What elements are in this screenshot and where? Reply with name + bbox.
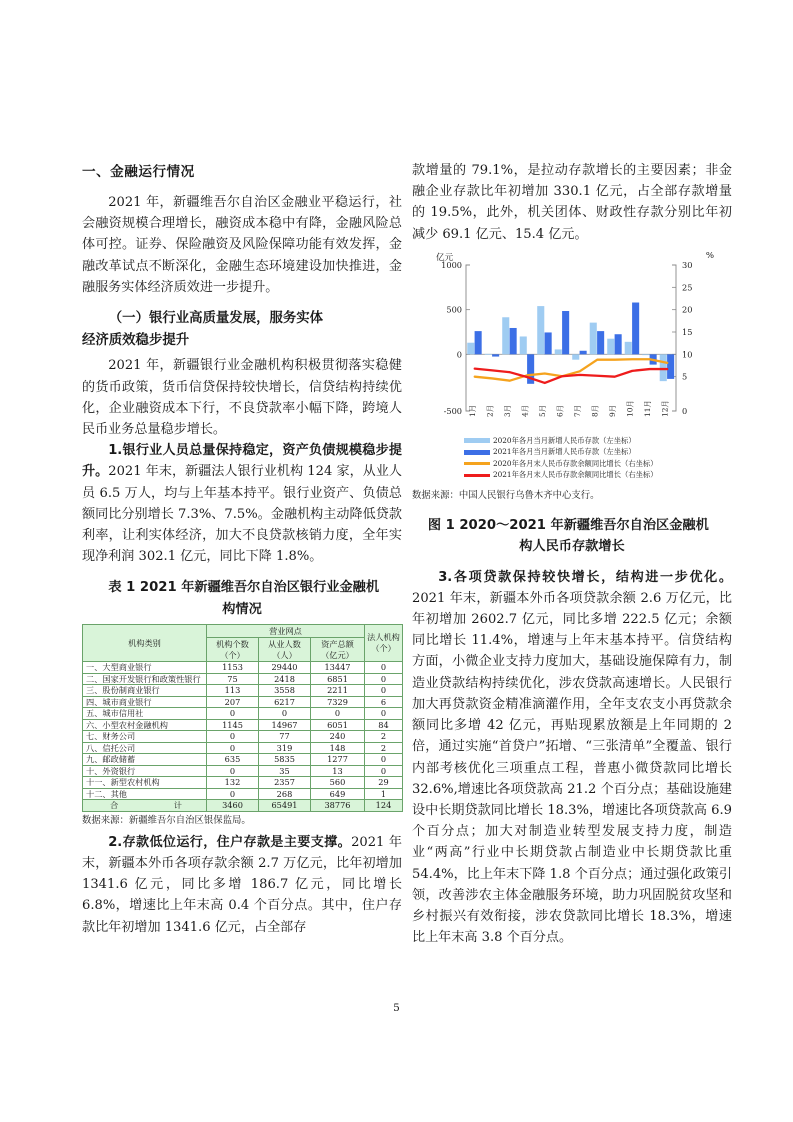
chart-y2-tick-label: 30 xyxy=(682,259,693,270)
legend-swatch xyxy=(464,438,490,443)
chart-bar xyxy=(492,354,499,356)
table-total-row xyxy=(83,800,403,812)
paragraph-item3 xyxy=(412,567,732,949)
cell-staff: 3558 xyxy=(259,685,311,697)
cell-assets: 7329 xyxy=(311,696,365,708)
item2-title: 2.存款低位运行，住户存款是主要支撑。 xyxy=(108,834,352,850)
legend-swatch xyxy=(464,462,490,465)
chart-canvas xyxy=(412,251,732,483)
chart-bar xyxy=(597,331,604,354)
cell-staff: 2418 xyxy=(259,673,311,685)
chart-y2-axis-unit: % xyxy=(705,250,714,261)
cell-count: 207 xyxy=(207,696,259,708)
cell-staff: 14967 xyxy=(259,719,311,731)
th-count xyxy=(207,638,259,662)
th-category: 机构类别 xyxy=(83,624,207,662)
figure-caption xyxy=(412,515,732,558)
th-assets-label: 资产总额 xyxy=(321,639,354,650)
cell-count: 1145 xyxy=(207,719,259,731)
cell-count: 635 xyxy=(207,754,259,766)
cell-legal: 2 xyxy=(365,742,403,754)
section-heading: 一、金融运行情况 xyxy=(82,164,195,180)
cell-count: 132 xyxy=(207,777,259,789)
legend-label: 2020年各月末人民币存款余额同比增长（右坐标） xyxy=(493,458,658,468)
cell-legal: 0 xyxy=(365,685,403,697)
item3-title: 3.各项贷款保持较快增长，结构进一步优化。 xyxy=(438,569,732,585)
table-row xyxy=(83,788,403,800)
cell-legal: 1 xyxy=(365,788,403,800)
th-count-label: 机构个数 xyxy=(216,639,249,650)
left-column xyxy=(82,160,402,938)
cell-count: 0 xyxy=(207,731,259,743)
legend-label: 2021年各月末人民币存款余额同比增长（右坐标） xyxy=(493,470,658,480)
table-row xyxy=(83,765,403,777)
subsection-heading-line2: 经济质效稳步提升 xyxy=(82,332,190,348)
paragraph-item2 xyxy=(82,832,402,938)
table-source: 数据来源：新疆维吾尔自治区银保监局。 xyxy=(82,814,251,826)
chart-bar xyxy=(467,343,474,355)
cell-legal: 0 xyxy=(365,673,403,685)
item3-body: 2021 年末，新疆本外币各项贷款余额 2.6 万亿元，比年初增加 2602.7 亿元，同比多增 222.5 亿元；余额同比增长 11.4%，增速与上年末基本持平。信贷结构方面，小微企业支持力度加大，基础设施保障有力，制造业贷款结构持续优化，涉农贷款高速增长。人民银行加大再贷款资金精准滴灌作用，全年支农支小再贷款余额同比多增 42 亿元，再贴现累放额是上年同期的 2 倍，通过实施“首贷户”拓增、“三张清单”全覆盖、银行内部考核优化三项重点工程，普惠小微贷款同比增长 32.6%,增速比各项贷款高 21.2 个百分点；基础设施建设中长期贷款同比增长 18.3%，增速比各项贷款高 6.9 个百分点；加大对制造业转型发展支持力度，制造业“两高”行业中长期贷款占制造业中长期贷款比重 54.4%，比上年末下降 1.8 个百分点；通过强化政策引领，改善涉农主体金融服务环境，助力巩固脱贫攻坚和乡村振兴有效衔接，涉农贷款同比增长 18.3%，增速比上年末高 3.8 个百分点。 xyxy=(412,590,732,946)
chart-y2-tick-label: 10 xyxy=(682,349,693,360)
chart-y2-tick-label: 15 xyxy=(682,326,693,337)
item1-body: 2021 年末，新疆法人银行业机构 124 家，从业人员 6.5 万人，均与上年基本持平。银行业资产、负债总额同比分别增长 7.3%、7.5%。金融机构主动降低贷款利率，让利实体经济，加大不良贷款核销力度，全年实现净利润 302.1 亿元，同比下降 1.8%。 xyxy=(82,464,402,565)
chart-bar xyxy=(625,342,632,355)
th-assets-unit: （亿元） xyxy=(321,649,354,660)
figure-caption-line2: 构人民币存款增长 xyxy=(519,539,625,555)
chart-y-tick-label: 500 xyxy=(446,304,462,315)
chart-x-tick-label: 12月 xyxy=(660,400,670,417)
table-row xyxy=(83,696,403,708)
chart-bar xyxy=(615,334,622,354)
chart-x-tick-label: 6月 xyxy=(555,404,565,417)
table-row xyxy=(83,754,403,766)
chart-bar xyxy=(555,349,562,354)
cell-assets: 148 xyxy=(311,742,365,754)
legend-item xyxy=(464,458,658,470)
right-column xyxy=(412,160,732,948)
chart-bar xyxy=(485,354,492,355)
cell-category: 六、小型农村金融机构 xyxy=(83,719,207,731)
cell-legal: 0 xyxy=(365,765,403,777)
cell-legal: 6 xyxy=(365,696,403,708)
chart-bar xyxy=(632,302,639,354)
chart-bar xyxy=(572,354,579,359)
cell-assets: 649 xyxy=(311,788,365,800)
cell-category: 一、大型商业银行 xyxy=(83,662,207,674)
table-caption-line2: 构情况 xyxy=(222,601,262,617)
th-staff-label: 从业人数 xyxy=(268,639,301,650)
chart-bar xyxy=(667,354,674,379)
chart-x-tick-label: 7月 xyxy=(572,404,582,417)
page-number: 5 xyxy=(393,1002,400,1014)
legend-label: 2020年各月当月新增人民币存款（左坐标） xyxy=(493,435,636,445)
bank-institutions-table xyxy=(82,624,403,812)
total-count: 3460 xyxy=(207,800,259,812)
chart-bar xyxy=(562,311,569,354)
chart-bar xyxy=(475,331,482,354)
cell-staff: 35 xyxy=(259,765,311,777)
chart-y2-tick-label: 20 xyxy=(682,304,693,315)
table-row xyxy=(83,731,403,743)
cell-assets: 240 xyxy=(311,731,365,743)
paragraph-intro: 2021 年，新疆维吾尔自治区金融业平稳运行，社会融资规模合理增长，融资成本稳中有降，金融风险总体可控。证券、保险融资及风险保障功能有效发挥，金融改革试点不断深化，金融生态环境建设加快推进，金融服务实体经济质效进一步提升。 xyxy=(82,195,402,295)
table-row xyxy=(83,742,403,754)
chart-x-tick-label: 2月 xyxy=(485,404,495,417)
th-count-unit: （个） xyxy=(220,649,245,660)
chart-bar xyxy=(510,328,517,354)
cell-staff: 5835 xyxy=(259,754,311,766)
cell-category: 八、信托公司 xyxy=(83,742,207,754)
cell-category: 十、外资银行 xyxy=(83,765,207,777)
chart-legend xyxy=(464,435,658,481)
cell-category: 五、城市信用社 xyxy=(83,708,207,720)
table-row xyxy=(83,708,403,720)
paragraph-banking: 2021 年，新疆银行业金融机构积极贯彻落实稳健的货币政策，货币信贷保持较快增长，信贷结构持续优化，企业融资成本下行，不良贷款率小幅下降，跨境人民币业务总量稳步增长。 xyxy=(82,358,402,438)
chart-bar xyxy=(580,351,587,355)
chart-bar xyxy=(520,336,527,354)
cell-category: 十二、其他 xyxy=(83,788,207,800)
cell-staff: 2357 xyxy=(259,777,311,789)
cell-staff: 319 xyxy=(259,742,311,754)
table-header-row-1 xyxy=(83,624,403,638)
legend-item xyxy=(464,446,658,458)
total-legal: 124 xyxy=(365,800,403,812)
paragraph-deposit-continued: 款增量的 79.1%，是拉动存款增长的主要因素；非金融企业存款比年初增加 330.1 亿元，占全部存款增量的 19.5%，此外，机关团体、财政性存款分别比年初减少 69.1 亿元、15.4 亿元。 xyxy=(412,163,732,242)
legend-item xyxy=(464,435,658,447)
item1-title: 1.银行业人员总量保持稳定，资产负债规模稳步提升。 xyxy=(82,443,402,480)
table-row xyxy=(83,685,403,697)
chart-y-tick-label: 1000 xyxy=(441,259,462,270)
total-label-b: 计 xyxy=(173,800,182,811)
cell-count: 0 xyxy=(207,765,259,777)
cell-staff: 0 xyxy=(259,708,311,720)
cell-assets: 0 xyxy=(311,708,365,720)
cell-legal: 2 xyxy=(365,731,403,743)
chart-right-axis xyxy=(672,265,676,411)
total-assets: 38776 xyxy=(311,800,365,812)
table-row xyxy=(83,719,403,731)
cell-assets: 13 xyxy=(311,765,365,777)
legend-swatch xyxy=(464,450,490,455)
cell-assets: 2211 xyxy=(311,685,365,697)
cell-legal: 0 xyxy=(365,754,403,766)
chart-left-axis xyxy=(466,265,470,411)
cell-count: 75 xyxy=(207,673,259,685)
cell-legal: 29 xyxy=(365,777,403,789)
total-label-cell xyxy=(83,800,207,812)
legend-swatch xyxy=(464,474,490,477)
chart-bar xyxy=(642,354,649,355)
chart-bar xyxy=(502,317,509,354)
chart-x-tick-label: 3月 xyxy=(502,404,512,417)
cell-count: 113 xyxy=(207,685,259,697)
th-legal xyxy=(365,624,403,662)
chart-bar xyxy=(537,306,544,354)
th-assets xyxy=(311,638,365,662)
legend-label: 2021年各月当月新增人民币存款（左坐标） xyxy=(493,447,636,457)
legend-item xyxy=(464,469,658,481)
cell-staff: 6217 xyxy=(259,696,311,708)
chart-y2-tick-label: 0 xyxy=(682,405,688,416)
table-caption xyxy=(82,577,402,619)
chart-x-tick-label: 11月 xyxy=(642,400,652,417)
cell-category: 三、股份制商业银行 xyxy=(83,685,207,697)
table-row xyxy=(83,673,403,685)
cell-legal: 0 xyxy=(365,708,403,720)
cell-count: 1153 xyxy=(207,662,259,674)
subsection-heading xyxy=(82,308,402,351)
cell-category: 二、国家开发银行和政策性银行 xyxy=(83,673,207,685)
table-caption-line1: 表 1 2021 年新疆维吾尔自治区银行业金融机 xyxy=(108,580,380,596)
chart-bar xyxy=(607,339,614,355)
paragraph-item1 xyxy=(82,440,402,567)
cell-legal: 84 xyxy=(365,719,403,731)
th-staff-unit: （人） xyxy=(272,649,297,660)
chart-bar xyxy=(590,322,597,354)
table-foot xyxy=(83,800,403,812)
chart-x-tick-label: 4月 xyxy=(520,404,530,417)
cell-legal: 0 xyxy=(365,662,403,674)
cell-staff: 29440 xyxy=(259,662,311,674)
total-staff: 65491 xyxy=(259,800,311,812)
th-staff xyxy=(259,638,311,662)
cell-assets: 6851 xyxy=(311,673,365,685)
chart-source: 数据来源：中国人民银行乌鲁木齐中心支行。 xyxy=(412,489,600,501)
item2-body: 2021 年末，新疆本外币各项存款余额 2.7 万亿元，比年初增加 1341.6 亿元，同比多增 186.7 亿元，同比增长 6.8%，增速比上年末高 0.4 个百分点。其中，住户存款比年初增加 1341.6 亿元，占全部存 xyxy=(82,834,402,935)
chart-x-tick-label: 5月 xyxy=(537,404,547,417)
chart-x-tick-label: 8月 xyxy=(590,404,600,417)
cell-count: 0 xyxy=(207,708,259,720)
chart-y2-tick-label: 25 xyxy=(682,282,693,293)
cell-count: 0 xyxy=(207,788,259,800)
cell-staff: 268 xyxy=(259,788,311,800)
cell-assets: 6051 xyxy=(311,719,365,731)
cell-staff: 77 xyxy=(259,731,311,743)
cell-category: 七、财务公司 xyxy=(83,731,207,743)
chart-y-axis-unit: 亿元 xyxy=(436,252,454,263)
chart-bar xyxy=(545,332,552,354)
cell-assets: 1277 xyxy=(311,754,365,766)
th-legal-unit: （个） xyxy=(371,642,396,653)
chart-x-tick-label: 10月 xyxy=(625,400,635,417)
figure-caption-line1: 图 1 2020～2021 年新疆维吾尔自治区金融机 xyxy=(427,517,709,533)
total-label-a: 合 xyxy=(110,800,119,811)
table-row xyxy=(83,777,403,789)
chart-x-tick-label: 1月 xyxy=(467,404,477,417)
chart-y2-tick-label: 5 xyxy=(682,371,688,382)
figure-1 xyxy=(412,251,732,483)
cell-category: 四、城市商业银行 xyxy=(83,696,207,708)
chart-x-tick-label: 9月 xyxy=(607,404,617,417)
cell-category: 九、邮政储蓄 xyxy=(83,754,207,766)
subsection-heading-line1: （一）银行业高质量发展，服务实体 xyxy=(108,311,324,327)
cell-count: 0 xyxy=(207,742,259,754)
chart-y-tick-label: -500 xyxy=(443,405,462,416)
th-legal-label: 法人机构 xyxy=(367,632,400,643)
chart-y-tick-label: 0 xyxy=(456,349,462,360)
th-branch-group: 营业网点 xyxy=(207,624,365,638)
cell-category: 十一、新型农村机构 xyxy=(83,777,207,789)
cell-assets: 13447 xyxy=(311,662,365,674)
chart-bar xyxy=(660,354,667,381)
table-body xyxy=(83,662,403,800)
cell-assets: 560 xyxy=(311,777,365,789)
table-row xyxy=(83,662,403,674)
